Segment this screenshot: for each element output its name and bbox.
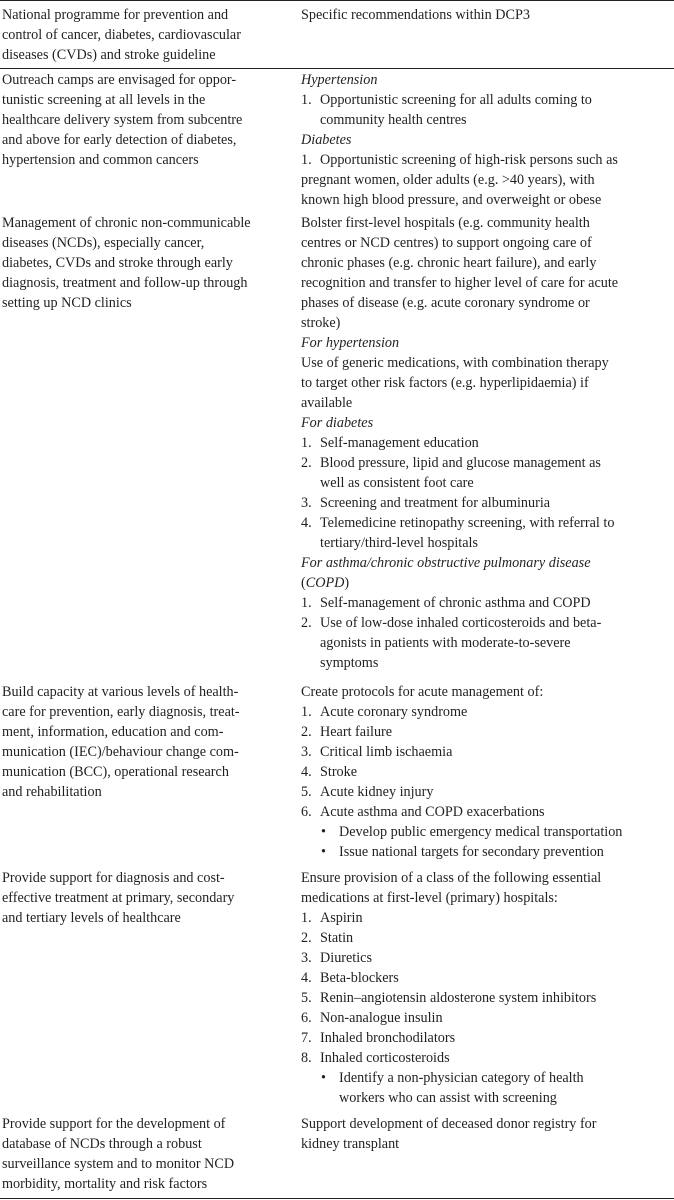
list-item [301, 782, 673, 802]
list-item [301, 928, 673, 948]
list-number: 6. [301, 1010, 312, 1026]
list-number: 3. [301, 950, 312, 966]
list-item [301, 722, 673, 742]
row2-left-line: diseases (NCDs), especially cancer, [2, 235, 205, 251]
list-number: 5. [301, 990, 312, 1006]
header-right-cell [301, 5, 673, 25]
row3-left-line: ment, information, education and com- [2, 724, 224, 740]
htn-text-line: to target other risk factors (e.g. hyperlipidaemia) if [301, 375, 589, 391]
bullet-icon: • [321, 1070, 326, 1086]
list-item [301, 453, 673, 473]
list-item [301, 742, 673, 762]
list-number: 5. [301, 784, 312, 800]
header-right-text: Specific recommendations within DCP3 [301, 7, 530, 23]
list-text: Self-management education [320, 435, 479, 451]
row4-left-line: and tertiary levels of healthcare [2, 910, 181, 926]
row2-left-line: setting up NCD clinics [2, 295, 132, 311]
list-text: Self-management of chronic asthma and COPD [320, 595, 591, 611]
row3-left-line: munication (IEC)/behaviour change com- [2, 744, 239, 760]
list-item [301, 513, 673, 533]
list-number: 1. [301, 435, 312, 451]
row5-left-cell [2, 1114, 287, 1194]
list-item [301, 433, 673, 453]
header-left-cell [2, 5, 287, 65]
copd-abbrev: COPD [305, 575, 345, 591]
row2-left-line: Management of chronic non-communicable [2, 215, 251, 231]
row4-left-line: Provide support for diagnosis and cost- [2, 870, 225, 886]
list-text: Inhaled corticosteroids [320, 1050, 450, 1066]
list-text: Opportunistic screening of high-risk persons such as [320, 152, 618, 168]
list-number: 2. [301, 724, 312, 740]
row4-left-cell [2, 868, 287, 928]
list-number: 4. [301, 970, 312, 986]
list-text: Critical limb ischaemia [320, 744, 453, 760]
row4-left-line: effective treatment at primary, secondary [2, 890, 235, 906]
list-continuation: well as consistent foot care [320, 475, 474, 491]
row5-right-cell [301, 1114, 673, 1154]
row1-left-line: tunistic screening at all levels in the [2, 92, 206, 108]
paren-open: ( [301, 575, 306, 591]
row1-left-line: healthcare delivery system from subcentre [2, 112, 243, 128]
list-text: Acute kidney injury [320, 784, 434, 800]
list-item [301, 90, 673, 110]
subheading-for-hypertension: For hypertension [301, 335, 400, 351]
list-text: Acute coronary syndrome [320, 704, 468, 720]
list-text: Aspirin [320, 910, 363, 926]
row2-intro-line: recognition and transfer to higher level of care for acute [301, 275, 619, 291]
row5-right-line: kidney transplant [301, 1136, 400, 1152]
list-text: Acute asthma and COPD exacerbations [320, 804, 545, 820]
row2-intro-line: centres or NCD centres) to support ongoing care of [301, 235, 592, 251]
bullet-continuation: workers who can assist with screening [339, 1090, 557, 1106]
list-item [301, 702, 673, 722]
list-number: 8. [301, 1050, 312, 1066]
list-text: Stroke [320, 764, 358, 780]
header-left-line: diseases (CVDs) and stroke guideline [2, 47, 216, 63]
row3-left-line: care for prevention, early diagnosis, treat- [2, 704, 240, 720]
list-item [301, 948, 673, 968]
list-text: Telemedicine retinopathy screening, with referral to [320, 515, 615, 531]
list-number: 1. [301, 92, 312, 108]
row3-left-line: and rehabilitation [2, 784, 102, 800]
row1-subheading-diabetes: Diabetes [301, 132, 352, 148]
row3-intro: Create protocols for acute management of: [301, 684, 544, 700]
list-item [301, 908, 673, 928]
row3-left-line: Build capacity at various levels of health- [2, 684, 239, 700]
list-item [301, 1048, 673, 1068]
bullet-item [301, 822, 673, 842]
list-continuation: known high blood pressure, and overweight or obese [301, 192, 602, 208]
list-text: Heart failure [320, 724, 393, 740]
list-text: Statin [320, 930, 354, 946]
row1-left-line: Outreach camps are envisaged for oppor- [2, 72, 237, 88]
list-item [301, 1028, 673, 1048]
list-item [301, 493, 673, 513]
list-number: 1. [301, 595, 312, 611]
row5-left-line: morbidity, mortality and risk factors [2, 1176, 208, 1192]
row1-left-line: hypertension and common cancers [2, 152, 199, 168]
table-header-rule [0, 68, 674, 69]
row3-right-cell [301, 682, 673, 862]
row4-right-cell [301, 868, 673, 1108]
row5-right-line: Support development of deceased donor registry for [301, 1116, 597, 1132]
bullet-text: Issue national targets for secondary prevention [339, 844, 604, 860]
row2-intro-line: phases of disease (e.g. acute coronary syndrome or [301, 295, 590, 311]
list-text: Non-analogue insulin [320, 1010, 443, 1026]
list-number: 1. [301, 910, 312, 926]
list-item [301, 988, 673, 1008]
list-text: Renin–angiotensin aldosterone system inhibitors [320, 990, 597, 1006]
list-item [301, 150, 673, 170]
row2-right-cell [301, 213, 673, 673]
list-item [301, 968, 673, 988]
table-bottom-rule [0, 1198, 674, 1199]
header-left-line: control of cancer, diabetes, cardiovascular [2, 27, 241, 43]
list-item [301, 802, 673, 822]
row2-intro-line: Bolster first-level hospitals (e.g. community health [301, 215, 590, 231]
list-text: Opportunistic screening for all adults coming to [320, 92, 592, 108]
list-item [301, 1008, 673, 1028]
row4-intro-line: medications at first-level (primary) hospitals: [301, 890, 558, 906]
list-text: Screening and treatment for albuminuria [320, 495, 551, 511]
subheading-copd-abbrev [301, 573, 673, 593]
list-text: Diuretics [320, 950, 373, 966]
htn-text-line: Use of generic medications, with combination therapy [301, 355, 609, 371]
bullet-item [301, 1068, 673, 1088]
list-number: 2. [301, 615, 312, 631]
bullet-icon: • [321, 824, 326, 840]
list-number: 1. [301, 704, 312, 720]
bullet-text: Develop public emergency medical transportation [339, 824, 623, 840]
row4-intro-line: Ensure provision of a class of the following essential [301, 870, 602, 886]
paren-close: ) [344, 575, 350, 591]
list-number: 4. [301, 764, 312, 780]
list-item [301, 762, 673, 782]
row3-left-line: munication (BCC), operational research [2, 764, 229, 780]
bullet-text: Identify a non-physician category of health [339, 1070, 584, 1086]
row1-left-line: and above for early detection of diabetes, [2, 132, 237, 148]
row2-left-line: diabetes, CVDs and stroke through early [2, 255, 233, 271]
list-number: 3. [301, 744, 312, 760]
row2-left-cell [2, 213, 287, 313]
htn-text-line: available [301, 395, 353, 411]
row2-left-line: diagnosis, treatment and follow-up through [2, 275, 248, 291]
list-text: Beta-blockers [320, 970, 399, 986]
list-continuation: symptoms [320, 655, 379, 671]
subheading-for-copd: For asthma/chronic obstructive pulmonary disease [301, 555, 591, 571]
list-continuation: pregnant women, older adults (e.g. >40 years), with [301, 172, 595, 188]
list-number: 2. [301, 455, 312, 471]
list-number: 7. [301, 1030, 312, 1046]
list-item [301, 593, 673, 613]
list-number: 6. [301, 804, 312, 820]
list-text: Use of low-dose inhaled corticosteroids and beta- [320, 615, 602, 631]
list-number: 4. [301, 515, 312, 531]
list-text: Inhaled bronchodilators [320, 1030, 456, 1046]
list-number: 1. [301, 152, 312, 168]
bullet-icon: • [321, 844, 326, 860]
row5-left-line: surveillance system and to monitor NCD [2, 1156, 235, 1172]
row3-left-cell [2, 682, 287, 802]
row2-intro-line: chronic phases (e.g. chronic heart failure), and early [301, 255, 597, 271]
list-continuation: tertiary/third-level hospitals [320, 535, 478, 551]
bullet-item [301, 842, 673, 862]
row1-right-cell [301, 70, 673, 210]
table-top-rule [0, 0, 674, 1]
row5-left-line: database of NCDs through a robust [2, 1136, 202, 1152]
row1-left-cell [2, 70, 287, 170]
row1-subheading-hypertension: Hypertension [301, 72, 378, 88]
row2-intro-line: stroke) [301, 315, 341, 331]
list-continuation: agonists in patients with moderate-to-severe [320, 635, 571, 651]
subheading-for-diabetes: For diabetes [301, 415, 374, 431]
list-number: 3. [301, 495, 312, 511]
list-continuation: community health centres [320, 112, 467, 128]
list-text: Blood pressure, lipid and glucose management as [320, 455, 601, 471]
row5-left-line: Provide support for the development of [2, 1116, 226, 1132]
list-item [301, 613, 673, 633]
list-number: 2. [301, 930, 312, 946]
header-left-line: National programme for prevention and [2, 7, 229, 23]
